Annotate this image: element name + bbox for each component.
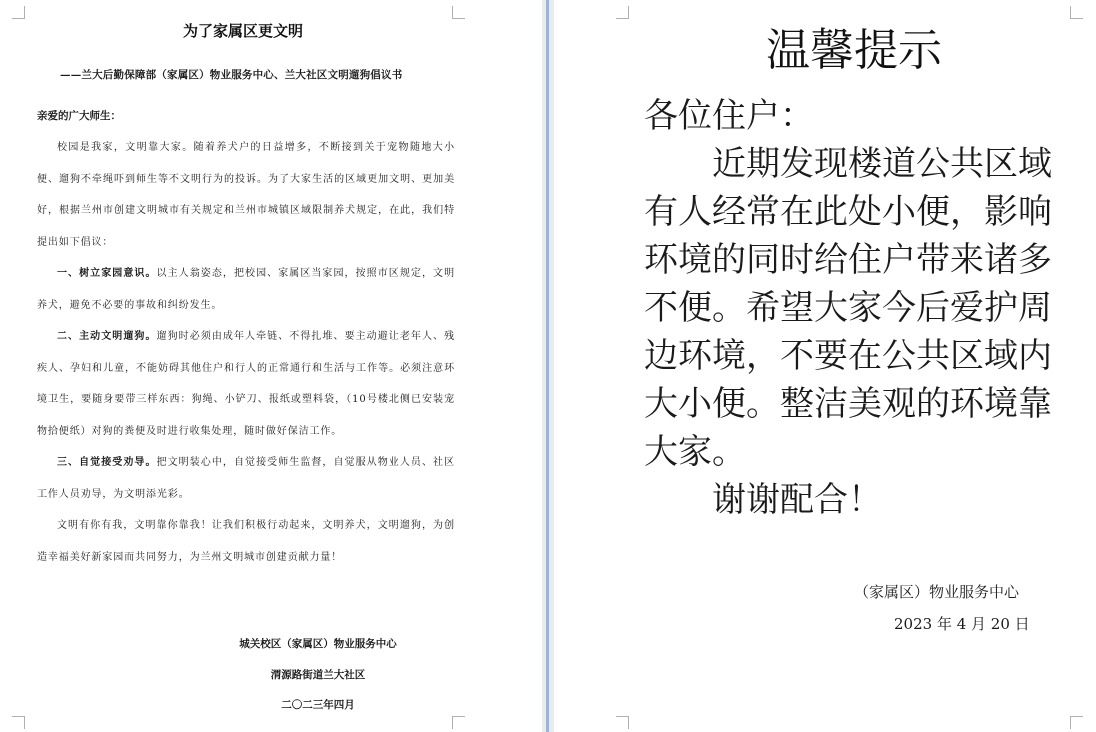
notice-text: 近期发现楼道公共区域有人经常在此处小便，影响环境的同时给住户带来诸多不便。希望大家今后爱护周边环境，不要在公共区域内大小便。整洁美观的环境靠大家。 [644, 144, 1052, 472]
notice-signature-date: 2023 年 4 月 20 日 [894, 615, 1030, 633]
proposal-title: 为了家属区更文明 [182, 22, 303, 40]
proposal-item-3 [37, 447, 455, 510]
proposal-item-text: 以主人翁姿态，把校园、家属区当家园，按照市区规定，文明养犬，避免不必要的事故和纠纷发生。 [37, 268, 455, 311]
notice-signature-org: （家属区）物业服务中心 [854, 583, 1020, 601]
proposal-item-text: 遛狗时必须由成年人牵链、不得扎堆、要主动避让老年人、残疾人、孕妇和儿童，不能妨碍其他住户和行人的正常通行和生活与工作等。必须注意环境卫生，要随身要带三样东西：狗绳、小铲刀、报纸或塑料袋，（10号楼北侧已安装宠物拾便纸）对狗的粪便及时进行收集处理，随时做好保洁工作。 [37, 331, 455, 437]
page-corner-mark [452, 6, 465, 19]
left-document-page [0, 0, 542, 732]
page-corner-mark [1070, 716, 1083, 729]
proposal-subtitle: ——兰大后勤保障部（家属区）物业服务中心、兰大社区文明遛狗倡议书 [60, 69, 403, 81]
page-gutter [542, 0, 554, 732]
page-corner-mark [452, 716, 465, 729]
proposal-closing: 文明有你有我，文明靠你靠我！让我们积极行动起来，文明养犬，文明遛狗，为创造幸福美好新家园而共同努力，为兰州文明城市创建贡献力量！ [37, 520, 455, 563]
notice-title: 温馨提示 [766, 25, 942, 76]
proposal-item-1 [37, 258, 455, 321]
page-corner-mark [616, 716, 629, 729]
proposal-item-text: 把文明装心中，自觉接受师生监督，自觉服从物业人员、社区工作人员劝导，为文明添光彩。 [37, 457, 455, 500]
proposal-item-heading: 一、树立家园意识。 [57, 268, 157, 279]
notice-greeting: 各位住户： [644, 96, 814, 136]
proposal-body [37, 132, 455, 573]
right-document-page [554, 0, 1096, 732]
proposal-greeting: 亲爱的广大师生： [37, 110, 121, 122]
page-corner-mark [12, 6, 25, 19]
notice-thanks: 谢谢配合！ [712, 480, 882, 520]
proposal-item-heading: 三、自觉接受劝导。 [57, 457, 157, 468]
proposal-item-heading: 二、主动文明遛狗。 [57, 331, 157, 342]
page-divider [546, 0, 549, 732]
proposal-intro: 校园是我家，文明靠大家。随着养犬户的日益增多，不断接到关于宠物随地大小便、遛狗不牵绳吓到师生等不文明行为的投诉。为了大家生活的区域更加文明、更加美好，根据兰州市创建文明城市有关规定和兰州市城镇区域限制养犬规定，在此，我们特提出如下倡议： [37, 142, 455, 248]
signature-org-1: 城关校区（家属区）物业服务中心 [239, 638, 397, 650]
signature-org-2: 渭源路街道兰大社区 [270, 669, 366, 681]
notice-body [644, 92, 1064, 524]
signature-date: 二〇二三年四月 [281, 699, 355, 711]
page-corner-mark [12, 716, 25, 729]
proposal-item-2 [37, 321, 455, 447]
